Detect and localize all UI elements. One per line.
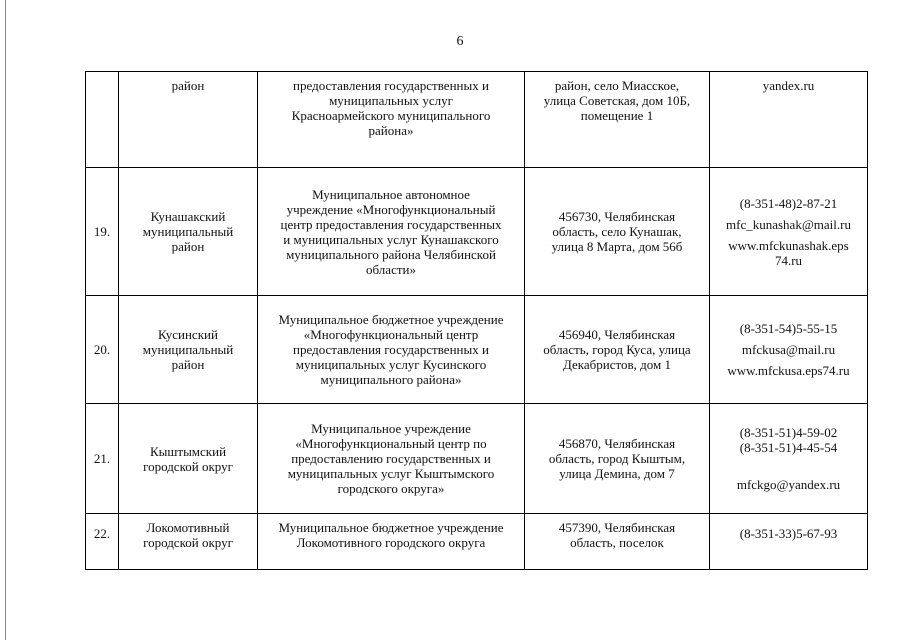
- contacts-cell: [710, 168, 868, 296]
- mfc-table: [85, 71, 868, 570]
- table-row: [86, 296, 868, 404]
- contact-website: www.mfckusa.eps74.ru: [727, 363, 850, 378]
- contact-email: mfckusa@mail.ru: [741, 342, 836, 357]
- contact-website: yandex.ru: [762, 78, 815, 93]
- row-number-cell: [86, 72, 119, 168]
- contact-phone: (8-351-33)5-67-93: [739, 526, 838, 541]
- address-cell: район, село Миасское, улица Советская, дом 10Б, помещение 1: [525, 72, 710, 168]
- address-cell: 456870, Челябинская область, город Кыштым, улица Демина, дом 7: [525, 404, 710, 514]
- organization-cell: Муниципальное автономное учреждение «Многофункциональный центр предоставления государственных и муниципальных услуг Кунашакского муниципального района Челябинской области»: [258, 168, 525, 296]
- address-cell: 456940, Челябинская область, город Куса, улица Декабристов, дом 1: [525, 296, 710, 404]
- contact-phone: (8-351-48)2-87-21: [739, 195, 838, 211]
- contact-phone-2: (8-351-51)4-45-54: [739, 440, 838, 455]
- organization-cell: предоставления государственных и муниципальных услуг Красноармейского муниципального района»: [258, 72, 525, 168]
- contact-email: mfckgo@yandex.ru: [736, 477, 841, 492]
- address-cell: 457390, Челябинская область, поселок: [525, 514, 710, 570]
- contacts-cell: [710, 514, 868, 570]
- organization-cell: Муниципальное бюджетное учреждение Локомотивного городского округа: [258, 514, 525, 570]
- page-number: 6: [456, 34, 464, 49]
- contact-email: mfc_kunashak@mail.ru: [726, 216, 851, 232]
- organization-cell: Муниципальное учреждение «Многофункциональный центр по предоставлению государственных и муниципальных услуг Кыштымского городского округа»: [258, 404, 525, 514]
- contact-phone: (8-351-54)5-55-15: [739, 321, 838, 336]
- district-cell: Локомотивный городской округ: [119, 514, 258, 570]
- table-row: [86, 404, 868, 514]
- row-number-cell: 21.: [86, 404, 119, 514]
- contact-website: www.mfckunashak.eps 74.ru: [728, 237, 849, 268]
- district-cell: Кунашакский муниципальный район: [119, 168, 258, 296]
- contacts-cell: [710, 296, 868, 404]
- district-cell: Кусинский муниципальный район: [119, 296, 258, 404]
- contacts-cell: [710, 404, 868, 514]
- row-number-cell: 19.: [86, 168, 119, 296]
- organization-cell: Муниципальное бюджетное учреждение «Многофункциональный центр предоставления государственных и муниципальных услуг Кусинского муниципального района»: [258, 296, 525, 404]
- table-row: [86, 72, 868, 168]
- table-row: [86, 514, 868, 570]
- page-edge-line: [5, 0, 6, 640]
- row-number-cell: 20.: [86, 296, 119, 404]
- district-cell: Кыштымский городской округ: [119, 404, 258, 514]
- district-cell: район: [119, 72, 258, 168]
- contacts-cell: [710, 72, 868, 168]
- contact-phone: (8-351-51)4-59-02: [739, 425, 838, 440]
- row-number-cell: 22.: [86, 514, 119, 570]
- address-cell: 456730, Челябинская область, село Кунашак, улица 8 Марта, дом 56б: [525, 168, 710, 296]
- table-row: [86, 168, 868, 296]
